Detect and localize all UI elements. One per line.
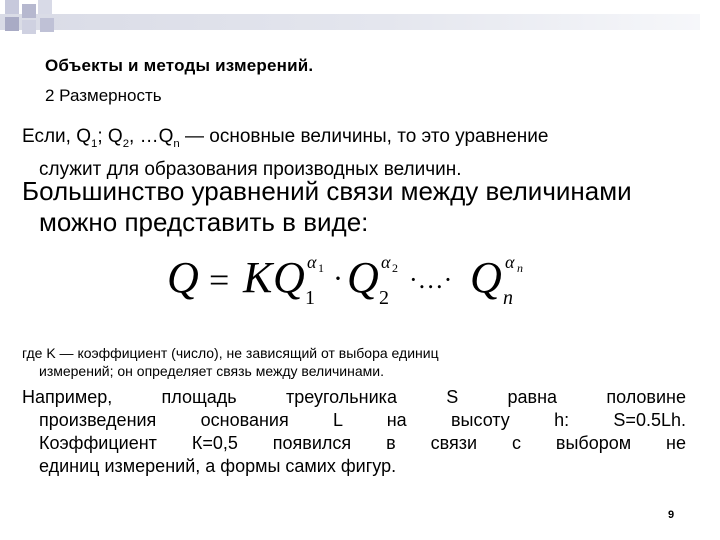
decorative-header xyxy=(0,0,720,40)
formula-q1: Q xyxy=(273,253,305,302)
paragraph-line: произведения основания L на высоту h: S=0.5Lh. xyxy=(39,410,686,430)
paragraph-base-quantities xyxy=(22,124,702,182)
subscript: 1 xyxy=(91,137,98,150)
formula-q2: Q xyxy=(347,253,379,302)
paragraph-line: Коэффициент К=0,5 появился в связи с выбором не xyxy=(39,433,686,453)
formula-q: Q xyxy=(167,253,199,302)
formula-alpha1: α xyxy=(307,252,317,272)
paragraph-example xyxy=(22,386,686,478)
formula-q2-subscript: 2 xyxy=(379,287,389,309)
decorative-square xyxy=(22,20,36,34)
page-number: 9 xyxy=(668,509,675,521)
formula-q1-subscript: 1 xyxy=(305,287,315,309)
dimension-formula xyxy=(165,248,545,310)
decorative-square xyxy=(40,18,54,32)
formula-qn: Q xyxy=(470,253,502,302)
paragraph-line: измерений; он определяет связь между величинами. xyxy=(39,363,384,379)
subscript: n xyxy=(173,137,180,150)
paragraph-coefficient xyxy=(22,344,702,380)
formula-ellipsis: ·…· xyxy=(409,265,453,294)
text-run: ; Q xyxy=(97,126,123,147)
slide-subtitle: 2 Размерность xyxy=(45,86,162,105)
formula-equals: = xyxy=(209,260,230,300)
text-run: Если, Q xyxy=(22,126,91,147)
formula-alphan-subscript: n xyxy=(517,261,523,275)
formula-alphan: α xyxy=(505,252,515,272)
formula-qn-subscript: n xyxy=(503,287,513,309)
decorative-square xyxy=(5,0,19,14)
header-band xyxy=(0,14,700,30)
slide-title: Объекты и методы измерений. xyxy=(45,56,314,75)
formula-alpha2-subscript: 2 xyxy=(392,261,398,275)
text-run: — основные величины, то это уравнение xyxy=(179,126,549,147)
paragraph-line: можно представить в виде: xyxy=(39,207,369,237)
formula-alpha1-subscript: 1 xyxy=(318,261,324,275)
paragraph-line: единиц измерений, а формы самих фигур. xyxy=(39,456,397,476)
paragraph-line: Большинство уравнений связи между величинами xyxy=(22,176,632,206)
decorative-square xyxy=(38,0,52,14)
paragraph-equations-intro xyxy=(22,176,702,238)
formula-k: K xyxy=(243,253,273,302)
decorative-square xyxy=(5,17,19,31)
formula-alpha2: α xyxy=(381,252,391,272)
decorative-square xyxy=(22,4,36,18)
subscript: 2 xyxy=(122,137,130,150)
paragraph-line: Например, площадь треугольника S равна половине xyxy=(22,387,686,407)
formula-dot: · xyxy=(333,262,343,295)
paragraph-line xyxy=(22,124,702,157)
paragraph-line: где K — коэффициент (число), не зависящий от выбора единиц xyxy=(22,345,439,361)
text-run: , …Q xyxy=(129,126,174,147)
paragraph-line: служит для образования производных величин. xyxy=(39,158,462,180)
